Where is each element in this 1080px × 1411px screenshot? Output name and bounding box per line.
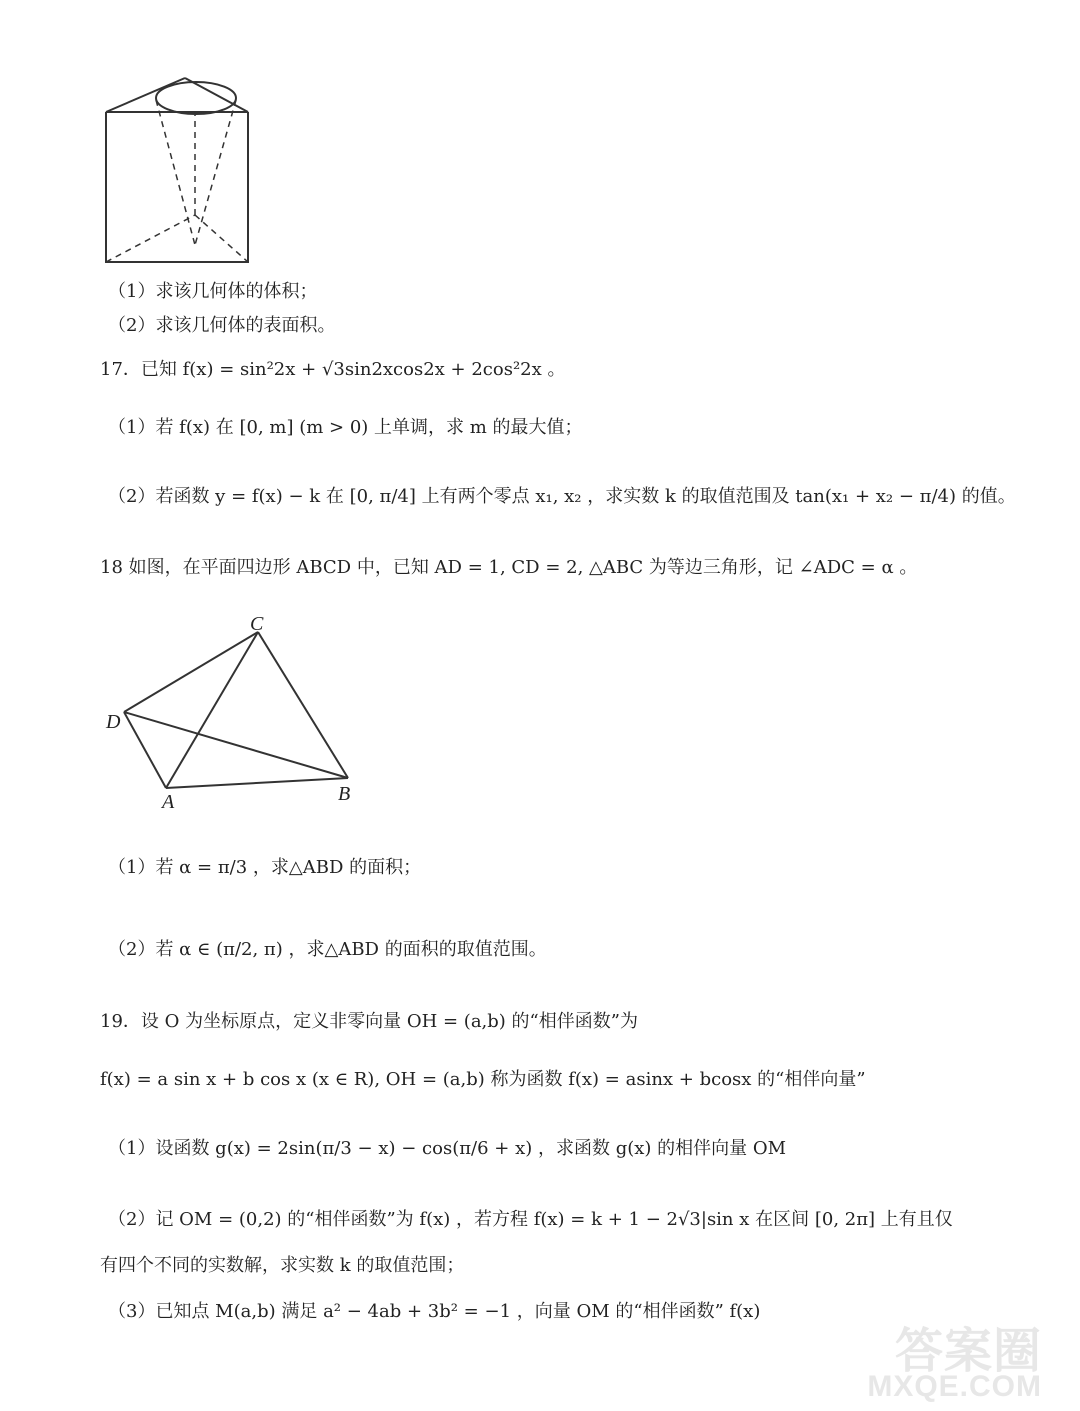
label-b: B [338,783,351,805]
q19-part3: （3）已知点 M(a,b) 满足 a² − 4ab + 3b² = −1 ，向量 OM 的“相伴函数” f(x) [108,1301,761,1322]
quadrilateral-figure [100,610,370,810]
label-c: C [250,613,264,635]
watermark-logo: 答案圈 [894,1325,1042,1378]
q16-part1: （1）求该几何体的体积； [108,281,318,302]
label-a: A [162,791,175,810]
q19-part1: （1）设函数 g(x) = 2sin(π/3 − x) − cos(π/6 + x) ，求函数 g(x) 的相伴向量 OM [108,1138,787,1159]
q19-part2-line1: （2）记 OM = (0,2) 的“相伴函数”为 f(x) ，若方程 f(x) = k + 1 − 2√3|sin x 在区间 [0, 2π] 上有且仅 [108,1209,953,1230]
watermark-url: MXQE.COM [867,1370,1042,1403]
prism-cone-figure [100,70,260,270]
q19-part2-line2: 有四个不同的实数解，求实数 k 的取值范围； [100,1255,465,1276]
q18-part2: （2）若 α ∈ (π/2, π) ，求△ABD 的面积的取值范围。 [108,939,547,960]
q17-stem: 17．已知 f(x) = sin²2x + √3sin2xcos2x + 2cos²2x 。 [100,359,566,380]
q18-part1: （1）若 α = π/3 ，求△ABD 的面积； [108,857,422,878]
q19-stem-line1: 19．设 O 为坐标原点，定义非零向量 OH = (a,b) 的“相伴函数”为 [100,1011,638,1032]
q18-stem: 18 如图，在平面四边形 ABCD 中，已知 AD = 1, CD = 2, △ABC 为等边三角形，记 ∠ADC = α 。 [100,557,918,578]
q19-stem-line2: f(x) = a sin x + b cos x (x ∈ R), OH = (a,b) 称为函数 f(x) = asinx + bcosx 的“相伴向量” [100,1069,866,1090]
label-d: D [106,711,121,733]
q17-part1: （1）若 f(x) 在 [0, m] (m > 0) 上单调，求 m 的最大值； [108,417,583,438]
q17-part2: （2）若函数 y = f(x) − k 在 [0, π/4] 上有两个零点 x₁, x₂ ，求实数 k 的取值范围及 tan(x₁ + x₂ − π/4) 的值。 [108,486,1016,507]
q16-part2: （2）求该几何体的表面积。 [108,315,336,336]
